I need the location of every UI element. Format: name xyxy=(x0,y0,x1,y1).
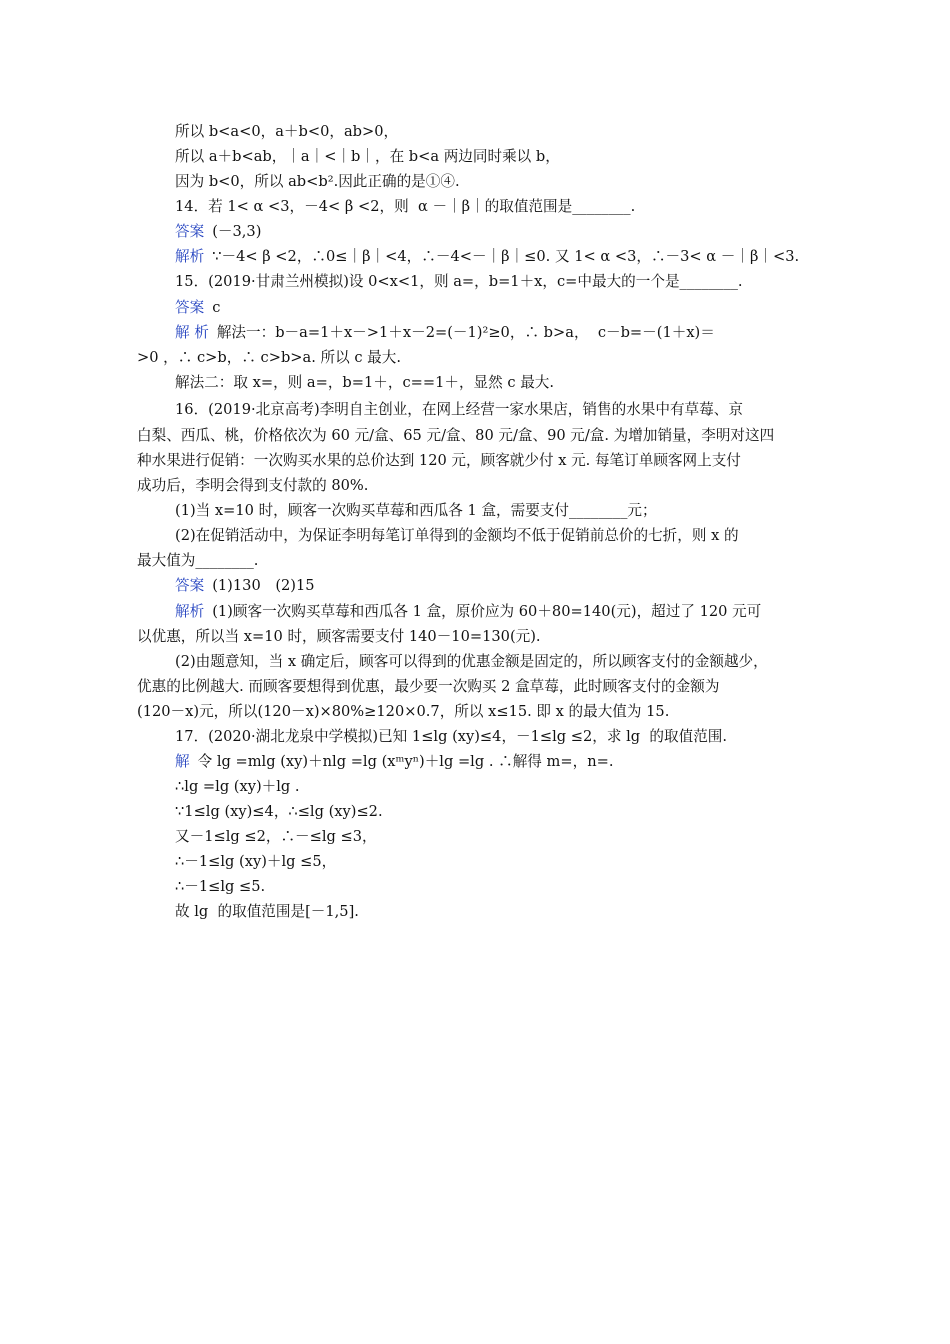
solution-17: 解 令 lg =mlg (xy)＋nlg =lg (xᵐyⁿ)＋lg =lg . ∴解得 m=，n=. xyxy=(175,753,614,770)
question-14: 14．若 1< α <3，－4< β <2，则 α －｜β｜的取值范围是________. xyxy=(175,198,636,215)
analysis-label: 解 析 xyxy=(175,324,209,341)
answer-label: 答案 xyxy=(175,299,205,316)
question-16: 16．(2019·北京高考)李明自主创业，在网上经营一家水果店，销售的水果中有草莓、京 xyxy=(175,401,743,418)
text-line: 最大值为________. xyxy=(137,552,259,569)
text-line: 解法二：取 x=，则 a=，b=1＋，c==1＋，显然 c 最大. xyxy=(175,374,555,391)
text-line: 又－1≤lg ≤2，∴－≤lg ≤3， xyxy=(175,828,377,845)
answer-16: 答案 (1)130 (2)15 xyxy=(175,577,315,594)
text-line: >0 ，∴ c>b，∴ c>b>a. 所以 c 最大. xyxy=(137,349,401,366)
text-line: 故 lg 的取值范围是[－1,5]. xyxy=(175,903,359,920)
text-line: 因为 b<0，所以 ab<b².因此正确的是①④. xyxy=(175,173,460,190)
text-line: ∵1≤lg (xy)≤4，∴≤lg (xy)≤2. xyxy=(175,803,383,820)
question-15: 15．(2019·甘肃兰州模拟)设 0<x<1，则 a=，b=1＋x，c=中最大的一个是________. xyxy=(175,273,743,290)
text-line: 优惠的比例越大. 而顾客要想得到优惠，最少要一次购买 2 盒草莓，此时顾客支付的金额为 xyxy=(137,678,720,695)
solution-label: 解 xyxy=(175,753,190,770)
analysis-label: 解析 xyxy=(175,248,205,265)
text-line: 成功后，李明会得到支付款的 80%. xyxy=(137,477,369,494)
answer-label: 答案 xyxy=(175,577,205,594)
text-line: ∴－1≤lg ≤5. xyxy=(175,878,266,895)
answer-14: 答案 (－3,3) xyxy=(175,223,262,240)
analysis-14: 解析 ∵－4< β <2，∴0≤｜β｜<4，∴－4<－｜β｜≤0. 又 1< α <3，∴－3< α －｜β｜<3. xyxy=(175,248,800,265)
text-line: (2)由题意知，当 x 确定后，顾客可以得到的优惠金额是固定的，所以顾客支付的金额越少， xyxy=(175,653,768,670)
text-line: 以优惠，所以当 x=10 时，顾客需要支付 140－10=130(元). xyxy=(137,628,541,645)
analysis-label: 解析 xyxy=(175,603,205,620)
text-line: 白梨、西瓜、桃，价格依次为 60 元/盒、65 元/盒、80 元/盒、90 元/盒. 为增加销量，李明对这四 xyxy=(137,427,775,444)
text-line: (120－x)元，所以(120－x)×80%≥120×0.7，所以 x≤15. 即 x 的最大值为 15. xyxy=(137,703,670,720)
question-17: 17．(2020·湖北龙泉中学模拟)已知 1≤lg (xy)≤4，－1≤lg ≤2，求 lg 的取值范围. xyxy=(175,728,728,745)
text-line: ∴lg =lg (xy)＋lg . xyxy=(175,778,300,795)
analysis-15: 解 析 解法一：b－a=1＋x－>1＋x－2=(－1)²≥0，∴ b>a， c－b=－(1＋x)＝ xyxy=(175,324,715,341)
text-line: ∴－1≤lg (xy)＋lg ≤5， xyxy=(175,853,337,870)
text-line: 所以 b<a<0，a＋b<0，ab>0， xyxy=(175,123,399,140)
question-16-part1: (1)当 x=10 时，顾客一次购买草莓和西瓜各 1 盒，需要支付________元； xyxy=(175,502,657,519)
text-line: 所以 a＋b<ab，｜a｜<｜b｜，在 b<a 两边同时乘以 b， xyxy=(175,148,560,165)
answer-label: 答案 xyxy=(175,223,205,240)
text-line: 种水果进行促销：一次购买水果的总价达到 120 元，顾客就少付 x 元. 每笔订单顾客网上支付 xyxy=(137,452,741,469)
answer-15: 答案 c xyxy=(175,299,221,316)
question-16-part2: (2)在促销活动中，为保证李明每笔订单得到的金额均不低于促销前总价的七折，则 x 的 xyxy=(175,527,739,544)
analysis-16: 解析 (1)顾客一次购买草莓和西瓜各 1 盒，原价应为 60＋80=140(元)，超过了 120 元可 xyxy=(175,603,762,620)
